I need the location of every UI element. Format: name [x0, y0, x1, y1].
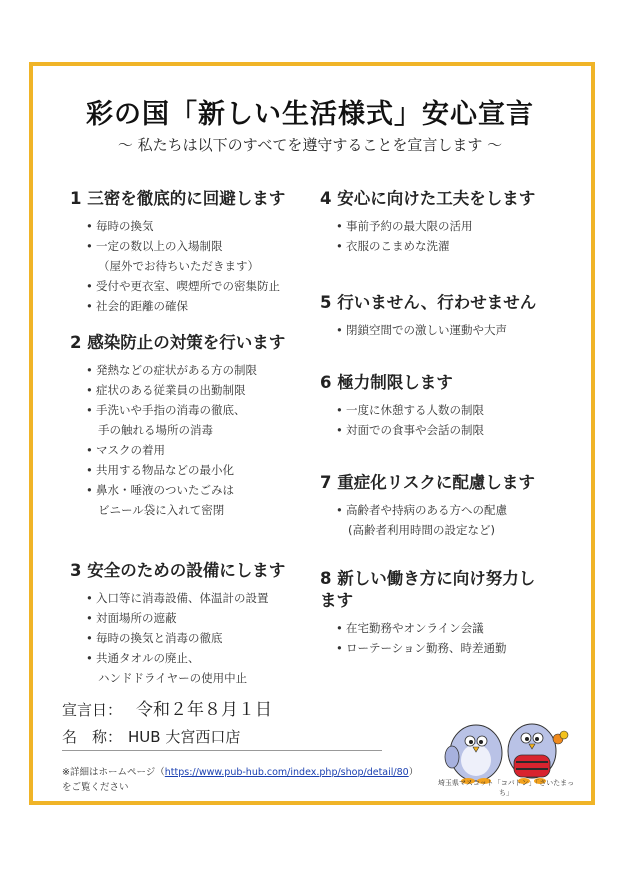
- date-label: 宣言日：: [62, 701, 123, 719]
- list-item: • 対面場所の遮蔽: [86, 608, 315, 628]
- detail-note: ※詳細はホームページ（https://www.pub-hub.com/index.php/shop/detail/80） をご覧ください: [62, 767, 419, 793]
- list-item: • 一定の数以上の入場制限 （屋外でお待ちいただきます）: [86, 236, 315, 276]
- section-heading: 8 新しい働き方に向け努力します: [320, 569, 536, 610]
- list-item: • ローテーション勤務、時差通勤: [336, 638, 565, 658]
- section-8: [320, 568, 565, 658]
- list-item: • 症状のある従業員の出勤制限: [86, 380, 315, 400]
- section-6: [320, 372, 565, 454]
- list-item: • 衣服のこまめな洗濯: [336, 236, 565, 256]
- section-2: [70, 332, 315, 542]
- saitamacchi-mascot: [508, 724, 568, 784]
- right-column: [320, 188, 565, 676]
- list-item: • 在宅勤務やオンライン会議: [336, 618, 565, 638]
- section-7: [320, 472, 565, 550]
- section-1: [70, 188, 315, 314]
- section-5: [320, 292, 565, 354]
- name-value: HUB 大宮西口店: [128, 728, 241, 746]
- list-item: • 閉鎖空間での激しい運動や大声: [336, 320, 565, 340]
- list-item: • 受付や更衣室、喫煙所での密集防止: [86, 276, 315, 296]
- list-item: • マスクの着用: [86, 440, 315, 460]
- left-column: [70, 188, 315, 706]
- page-subtitle: ～ 私たちは以下のすべてを遵守することを宣言します ～: [117, 136, 503, 154]
- list-item: • 事前予約の最大限の活用: [336, 216, 565, 236]
- list-item: • 対面での食事や会話の制限: [336, 420, 565, 440]
- page-title: 彩の国「新しい生活様式」安心宣言: [86, 99, 534, 130]
- list-item: • 毎時の換気: [86, 216, 315, 236]
- mascot-illustration: [440, 705, 570, 785]
- section-heading: 3 安全のための設備にします: [70, 561, 286, 580]
- section-heading: 7 重症化リスクに配慮します: [320, 473, 535, 492]
- declaration-date: [62, 695, 272, 720]
- list-item: • 一度に休憩する人数の制限: [336, 400, 565, 420]
- date-value: 令和２年８月１日: [136, 700, 273, 720]
- section-heading: 5 行いません、行わせません: [320, 293, 537, 312]
- list-item: • 共通タオルの廃止、 ハンドドライヤーの使用中止: [86, 648, 315, 688]
- homepage-link[interactable]: https://www.pub-hub.com/index.php/shop/detail/80: [164, 767, 409, 778]
- name-label: 名 称：: [62, 728, 123, 746]
- section-4: [320, 188, 565, 274]
- list-item: • 共用する物品などの最小化: [86, 460, 315, 480]
- list-item: • 社会的距離の確保: [86, 296, 315, 316]
- list-item: • 手洗いや手指の消毒の徹底、 手の触れる場所の消毒: [86, 400, 315, 440]
- mascot-caption: 埼玉県マスコット「コバトン」「さいたまっち」: [437, 779, 575, 797]
- list-item: • 発熱などの症状がある方の制限: [86, 360, 315, 380]
- section-heading: 6 極力制限します: [320, 373, 453, 392]
- section-3: [70, 560, 315, 688]
- section-heading: 1 三密を徹底的に回避します: [70, 189, 286, 208]
- section-heading: 2 感染防止の対策を行います: [70, 333, 286, 352]
- list-item: • 入口等に消毒設備、体温計の設置: [86, 588, 315, 608]
- section-heading: 4 安心に向けた工夫をします: [320, 189, 536, 208]
- list-item: • 高齢者や持病のある方への配慮 (高齢者利用時間の設定など): [336, 500, 565, 540]
- list-item: • 毎時の換気と消毒の徹底: [86, 628, 315, 648]
- list-item: • 鼻水・唾液のついたごみは ビニール袋に入れて密閉: [86, 480, 315, 520]
- kobaton-mascot: [445, 725, 502, 784]
- store-name: [62, 726, 382, 751]
